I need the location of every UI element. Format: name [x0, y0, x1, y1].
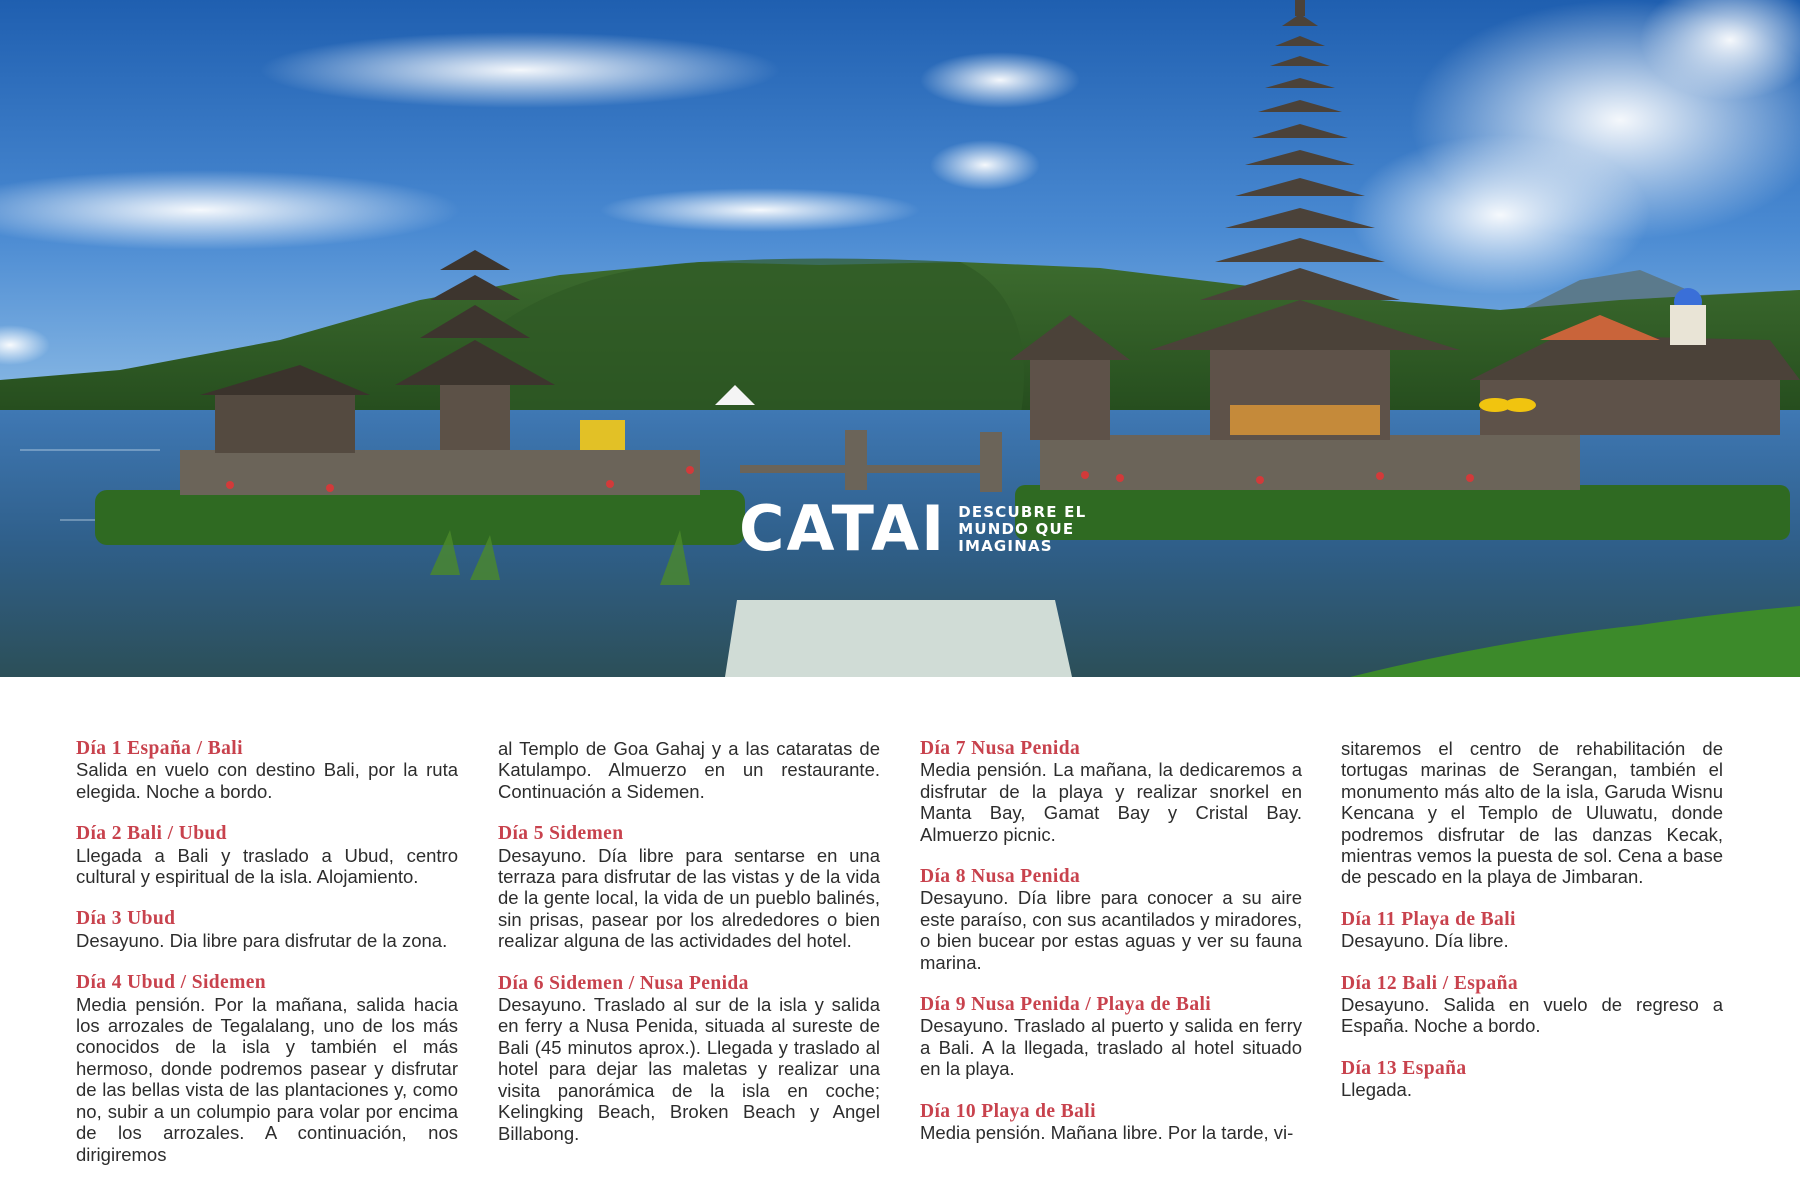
day-description: Media pensión. Por la mañana, salida hacia los arrozales de Tegalalang, uno de los más conocidos de la isla y también el más hermoso, donde podremos pasear y disfrutar de las bellas vista de las plantaciones y, como no, subir a un columpio para volar por encima de los arrozales. A continuación, nos dirigiremos — [76, 993, 458, 1165]
day-title: Día 13 España — [1341, 1057, 1467, 1079]
day-entry-continued — [1341, 738, 1723, 888]
day-description: Desayuno. Día libre para sentarse en una terraza para disfrutar de las vistas y de la vida de la gente local, la vida de un pueblo balinés, sin prisas, pasear por los alrededores o bien realizar alguna de las actividades del hotel. — [498, 844, 880, 952]
day-entry — [76, 823, 458, 887]
day-title: Día 6 Sidemen / Nusa Penida — [498, 972, 749, 994]
brand-tagline — [958, 504, 1086, 555]
day-description: Desayuno. Traslado al sur de la isla y salida en ferry a Nusa Penida, situada al sureste de Bali (45 minutos aprox.). Llegada y traslado al hotel para dejar las maletas y realizar una visita panorámica de la isla en coche; Kelingking Beach, Broken Beach y Angel Billabong. — [498, 994, 880, 1144]
day-title: Día 9 Nusa Penida / Playa de Bali — [920, 994, 1212, 1016]
day-entry — [498, 973, 880, 1144]
day-entry — [76, 972, 458, 1165]
day-description: Media pensión. La mañana, la dedicaremos a disfrutar de la playa y realizar snorkel en Manta Bay, Gamat Bay y Cristal Bay. Almuerzo picnic. — [920, 759, 1302, 845]
day-description: Desayuno. Día libre para conocer a su aire este paraíso, con sus acantilados y miradores, o bien bucear por estas aguas y ver su fauna marina. — [920, 887, 1302, 973]
day-description: Desayuno. Día libre. — [1341, 930, 1509, 952]
day-entry — [920, 738, 1302, 845]
day-description: sitaremos el centro de rehabilitación de tortugas marinas de Serangan, también el monumento más alto de la isla, Garuda Wisnu Kencana y el Templo de Uluwatu, donde podremos disfrutar de las danzas Kecak, mientras vemos la puesta de sol. Cena a base de pescado en la playa de Jimbaran. — [1341, 738, 1723, 888]
panel-tab — [725, 600, 1072, 677]
day-title: Día 10 Playa de Bali — [920, 1100, 1096, 1122]
day-title: Día 1 España / Bali — [76, 738, 243, 759]
day-title: Día 4 Ubud / Sidemen — [76, 972, 267, 994]
day-description: Desayuno. Traslado al puerto y salida en ferry a Bali. A la llegada, traslado al hotel situado en la playa. — [920, 1015, 1302, 1080]
day-description: Salida en vuelo con destino Bali, por la ruta elegida. Noche a bordo. — [76, 759, 458, 802]
day-description: Media pensión. Mañana libre. Por la tarde, vi- — [920, 1122, 1294, 1144]
day-entry — [498, 823, 880, 951]
tagline-line: MUNDO QUE — [958, 519, 1075, 538]
day-title: Día 8 Nusa Penida — [920, 866, 1081, 888]
itinerary-column-3 — [920, 738, 1302, 1165]
itinerary-column-4 — [1341, 738, 1723, 1122]
tagline-line: IMAGINAS — [958, 536, 1053, 555]
day-title: Día 7 Nusa Penida — [920, 738, 1081, 759]
day-entry — [1341, 909, 1723, 952]
brand-name: CATAI — [739, 492, 947, 565]
day-title: Día 12 Bali / España — [1341, 972, 1519, 994]
day-entry — [76, 908, 458, 951]
day-entry-continued — [498, 738, 880, 802]
tagline-line: DESCUBRE EL — [958, 502, 1087, 521]
day-entry — [76, 738, 458, 802]
day-entry — [1341, 1058, 1723, 1101]
catai-logo — [739, 492, 1087, 565]
day-title: Día 11 Playa de Bali — [1341, 908, 1516, 930]
day-title: Día 2 Bali / Ubud — [76, 823, 227, 845]
day-entry — [920, 866, 1302, 973]
day-description: Desayuno. Dia libre para disfrutar de la zona. — [76, 929, 448, 951]
day-entry — [1341, 973, 1723, 1037]
itinerary-column-2 — [498, 738, 880, 1165]
day-entry — [920, 1101, 1302, 1144]
day-title: Día 3 Ubud — [76, 908, 176, 930]
day-description: Llegada a Bali y traslado a Ubud, centro cultural y espiritual de la isla. Alojamiento. — [76, 844, 458, 888]
day-entry — [920, 994, 1302, 1080]
day-description: Llegada. — [1341, 1079, 1412, 1101]
day-description: Desayuno. Salida en vuelo de regreso a España. Noche a bordo. — [1341, 994, 1723, 1037]
day-description: al Templo de Goa Gahaj y a las cataratas de Katulampo. Almuerzo en un restaurante. Continuación a Sidemen. — [498, 738, 880, 802]
day-title: Día 5 Sidemen — [498, 823, 624, 845]
itinerary-column-1 — [76, 738, 458, 1186]
